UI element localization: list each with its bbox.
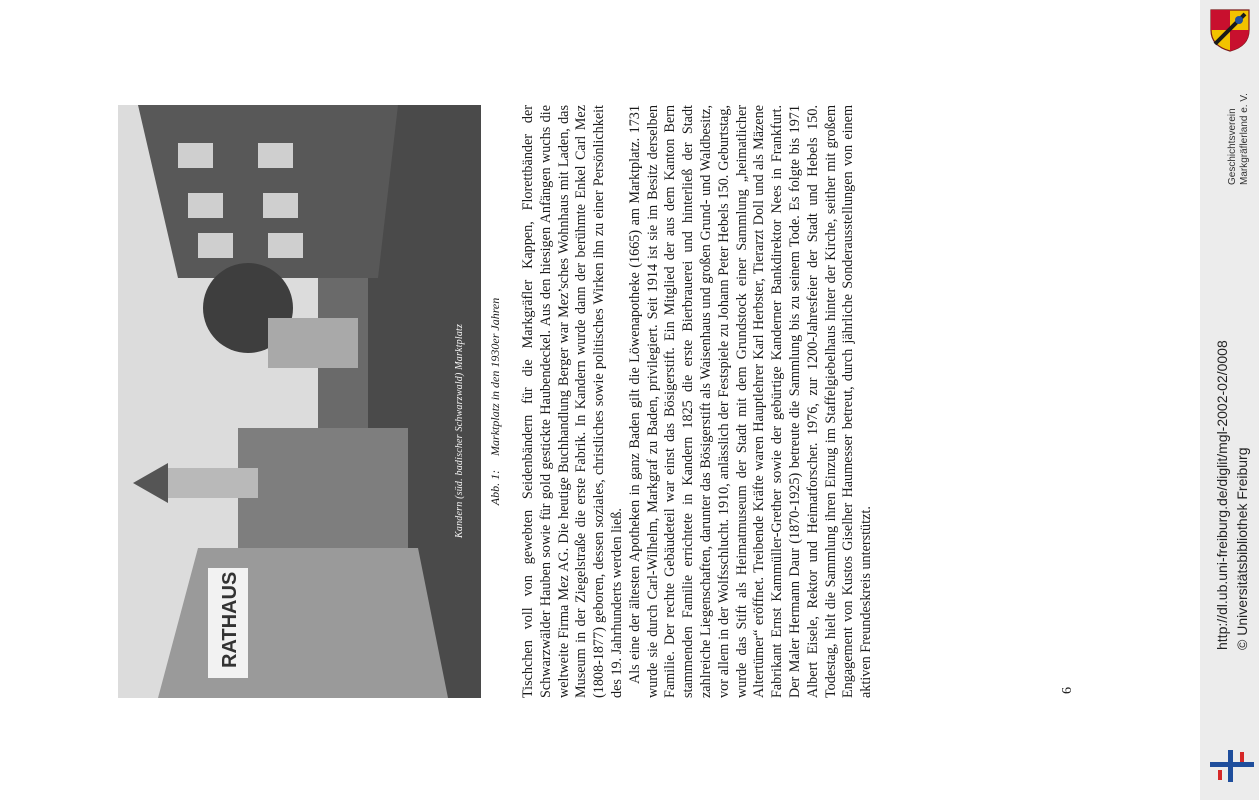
coat-of-arms-icon [1207, 8, 1253, 52]
caption-text: Marktplatz in den 1930er Jahren [488, 297, 502, 456]
rathaus-sign: RATHAUS [219, 571, 241, 668]
page-number: 6 [1060, 687, 1075, 694]
figure-caption [488, 105, 503, 698]
paragraph-2: Als eine der ältesten Apotheken in ganz Baden gilt die Löwenapotheke (1665) am Marktplatz. 1731 wurde sie durch Carl-Wilhelm, Markgraf zu Baden, privilegiert. Seit 1914 ist sie im Besitz derselben Familie. Der rechte Gebäudeteil war einst das Bösigerstift. Ein Mitglied der aus dem Kanton Bern stammenden Familie errichtete in Kandern 1825 die erste Bierbrauerei und hinterließ der Stadt zahlreiche Liegenschaften, darunter das Bösigerstift als Waisenhaus und großen Grund- und Waldbesitz, vor allem in der Wolfsschlucht. 1910, anlässlich der Festspiele zu Johann Peter Hebels 150. Geburtstag, wurde das Stift als Heimatmuseum der Stadt mit dem Grundstock einer Sammlung „heimatlicher Altertümer“ eröffnet. Treibende Kräfte waren Hauptlehrer Karl Herbster, Tierarzt Doll und als Mäzene Fabrikant Ernst Kammüller-Grether sowie der gebürtige Kanderner Bankdirektor Nees in Frankfurt. Der Maler Hermann Daur (1870-1925) betreute die Sammlung bis zu seinem Tode. Es folgte bis 1971 Albert Eisele, Rektor und Heimatforscher. 1976, zur 1200-Jahresfeier der Stadt und Hebels 150. Todestag, hielt die Sammlung ihren Einzug im Staffelgiebelhaus hinter der Kirche, seither mit großem Engagement von Kustos Giselher Haumesser betreut, durch jährliche Sonderausstellungen von einem aktiven Freundeskreis unterstützt. [626, 105, 875, 698]
publisher-name [1227, 93, 1251, 185]
copyright-text: © Universitätsbibliothek Freiburg [1234, 447, 1250, 650]
sidebar-text-block [1200, 0, 1259, 800]
publisher-line-1: Geschichtsverein [1227, 108, 1238, 185]
photo-inscription: Kandern (süd. badischer Schwarzwald) Marktplatz [454, 323, 465, 538]
paragraph-1: Tischchen voll von gewebten Seidenbändern für die Markgräfler Kappen, Florettbänder der Schwarzwälder Hauben sowie für gold gestickte Haubendeckel. Aus den hiesigen Anfängen wuchs die weltweite Firma Mez AG. Die heutige Buchhandlung Berger war Mez’sches Wohnhaus mit Laden, das Museum in der Ziegelstraße die erste Fabrik. In Kandern wurde dann der berühmte Enkel Carl Mez (1808-1877) geboren, dessen soziales, christliches sowie politisches Wirken ihn zu einer Persönlichkeit des 19. Jahrhunderts werden ließ. [520, 105, 625, 698]
publisher-line-2: Markgräflerland e. V. [1239, 93, 1250, 185]
historic-photo-marktplatz [118, 105, 481, 698]
university-library-logo-icon[interactable] [1210, 748, 1254, 784]
caption-label: Abb. 1: [488, 469, 502, 506]
photo-illustration [118, 105, 481, 698]
body-text [520, 105, 876, 698]
source-url-link[interactable]: http://dl.ub.uni-freiburg.de/diglit/mgl-2002-02/0008 [1214, 340, 1230, 650]
